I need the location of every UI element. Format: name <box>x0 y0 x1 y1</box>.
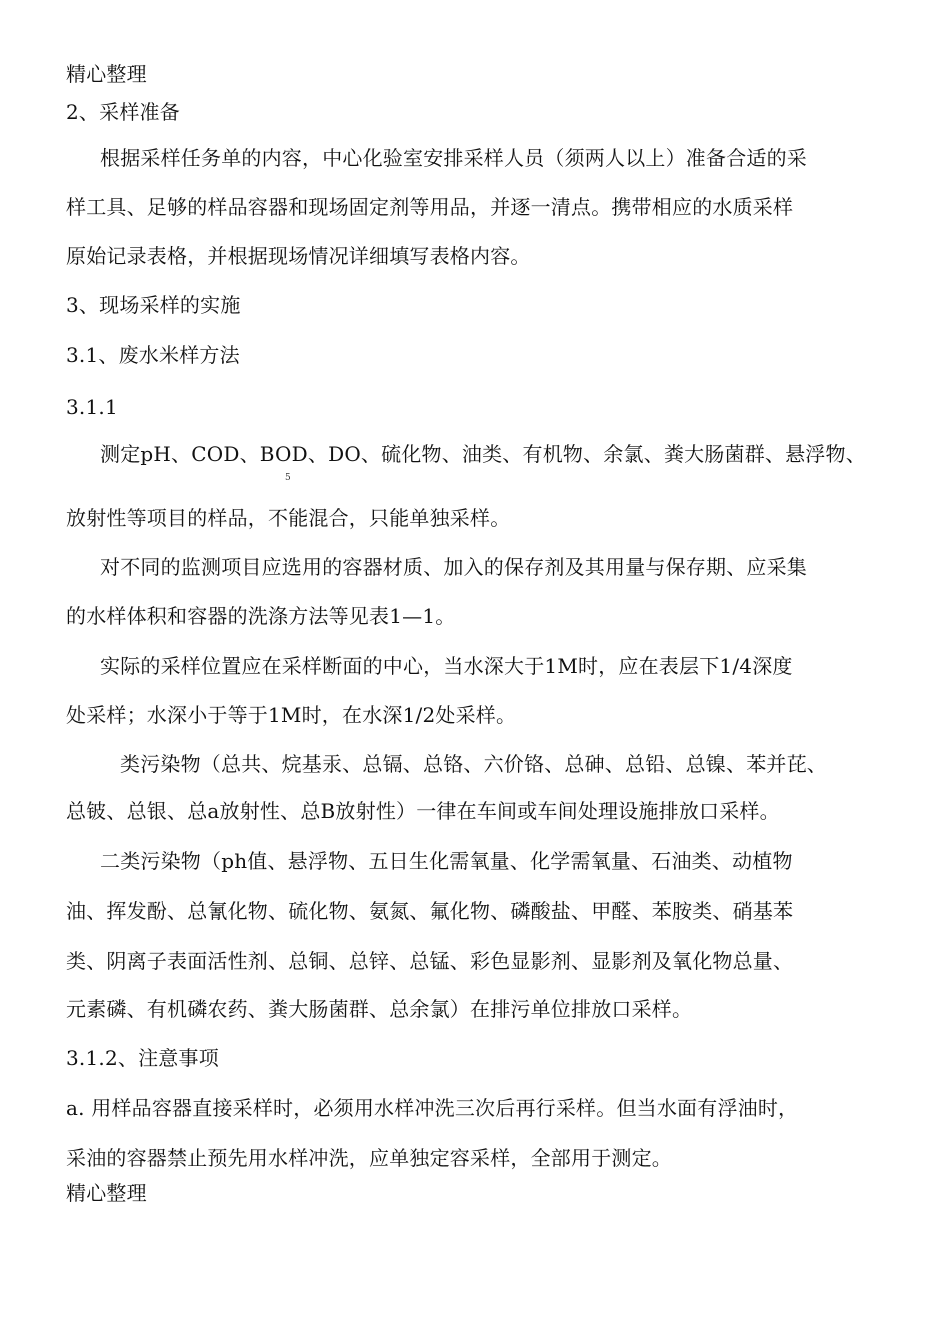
paragraph-line: 样工具、足够的样品容器和现场固定剂等用品，并逐一清点。携带相应的水质采样 <box>66 195 794 219</box>
page-footer: 精心整理 <box>66 1181 147 1205</box>
paragraph-line: 总铍、总银、总a放射性、总B放射性）一律在车间或车间处理设施排放口采样。 <box>66 799 780 823</box>
paragraph-line: 采油的容器禁止预先用水样冲洗，应单独定容采样，全部用于测定。 <box>66 1146 672 1170</box>
paragraph-line: 类污染物（总共、烷基汞、总镉、总铬、六价铬、总砷、总铅、总镍、苯并芘、 <box>120 752 827 776</box>
paragraph-line: 根据采样任务单的内容，中心化验室安排采样人员（须两人以上）准备合适的采 <box>100 146 807 170</box>
paragraph-line: 油、挥发酚、总氰化物、硫化物、氨氮、氟化物、磷酸盐、甲醛、苯胺类、硝基苯 <box>66 899 794 923</box>
section-2-heading: 2、采样准备 <box>66 100 180 124</box>
subsection-3-1-1-heading: 3.1.1 <box>66 395 118 419</box>
paragraph-line: 处采样；水深小于等于1M时，在水深1/2处采样。 <box>66 703 517 727</box>
page-header: 精心整理 <box>66 62 147 86</box>
paragraph-line: 原始记录表格，并根据现场情况详细填写表格内容。 <box>66 244 531 268</box>
subsection-3-1-2-heading: 3.1.2、注意事项 <box>66 1046 219 1070</box>
paragraph-line: 元素磷、有机磷农药、粪大肠菌群、总余氯）在排污单位排放口采样。 <box>66 997 693 1021</box>
paragraph-line: 放射性等项目的样品，不能混合，只能单独采样。 <box>66 506 511 530</box>
subsection-3-1-heading: 3.1、废水米样方法 <box>66 343 240 367</box>
paragraph-line: a. 用样品容器直接采样时，必须用水样冲洗三次后再行采样。但当水面有浮油时， <box>66 1096 799 1120</box>
superscript-mark: 5 <box>285 473 291 483</box>
paragraph-line: 二类污染物（ph值、悬浮物、五日生化需氧量、化学需氧量、石油类、动植物 <box>100 849 793 873</box>
paragraph-line: 对不同的监测项目应选用的容器材质、加入的保存剂及其用量与保存期、应采集 <box>100 555 807 579</box>
paragraph-line: 实际的采样位置应在采样断面的中心，当水深大于1M时，应在表层下1/4深度 <box>100 654 793 678</box>
paragraph-line: 的水样体积和容器的洗涤方法等见表1—1。 <box>66 604 456 628</box>
paragraph-line: 类、阴离子表面活性剂、总铜、总锌、总锰、彩色显影剂、显影剂及氧化物总量、 <box>66 949 794 973</box>
paragraph-line: 测定pH、COD、BOD、DO、硫化物、油类、有机物、余氯、粪大肠菌群、悬浮物、 <box>100 442 866 466</box>
section-3-heading: 3、现场采样的实施 <box>66 293 241 317</box>
